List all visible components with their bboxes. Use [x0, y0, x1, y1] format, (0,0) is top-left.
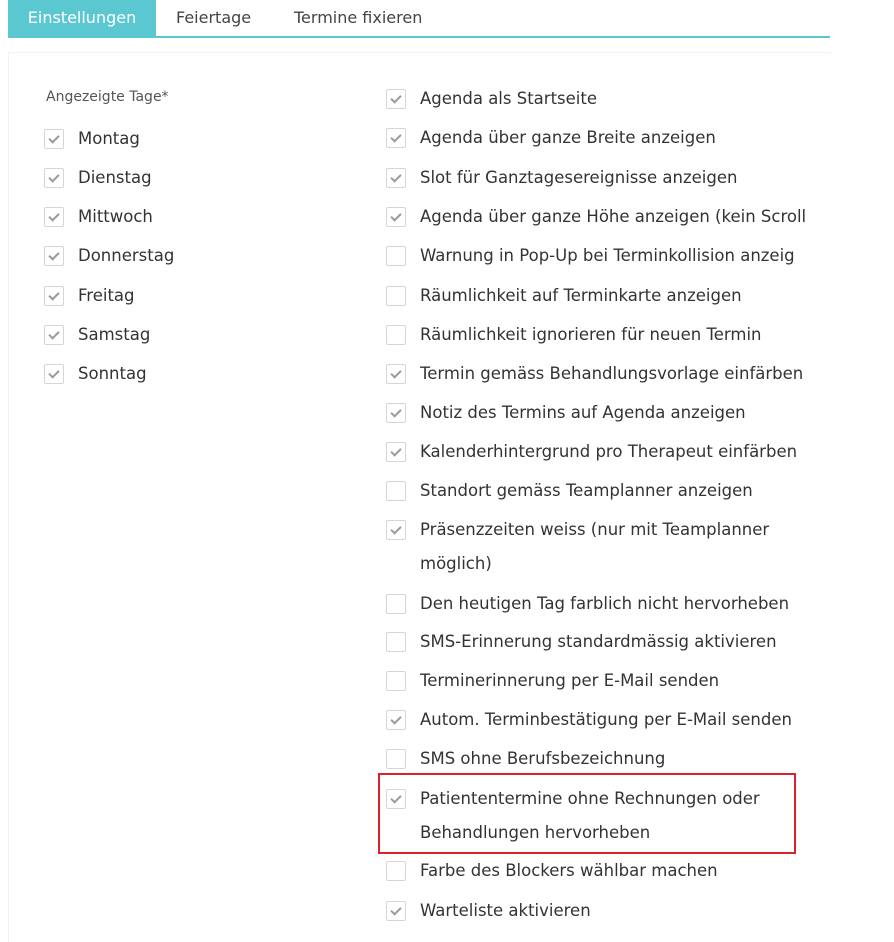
option-agenda-hoehe[interactable] [386, 206, 830, 234]
option-agenda-breite[interactable] [386, 127, 830, 155]
option-label: Präsenzzeiten weiss (nur mit Teamplanner möglich) [420, 520, 770, 573]
option-label: Agenda als Startseite [420, 89, 597, 108]
checkbox[interactable] [386, 520, 406, 540]
tab-termine-fixieren[interactable]: Termine fixieren [294, 8, 423, 27]
days-section-label: Angezeigte Tage* [46, 89, 169, 105]
checkbox[interactable] [44, 286, 64, 306]
option-warteliste[interactable] [386, 900, 830, 928]
checkbox[interactable] [44, 168, 64, 188]
option-label: Kalenderhintergrund pro Therapeut einfärben [420, 442, 798, 461]
checkbox[interactable] [386, 481, 406, 501]
option-heutiger-tag[interactable] [386, 593, 830, 621]
option-label: Termin gemäss Behandlungsvorlage einfärben [420, 364, 804, 383]
day-label: Sonntag [78, 364, 147, 383]
day-samstag[interactable] [44, 324, 344, 352]
day-label: Mittwoch [78, 207, 153, 226]
checkbox[interactable] [386, 442, 406, 462]
option-standort-teamplanner[interactable] [386, 480, 830, 508]
option-label: Standort gemäss Teamplanner anzeigen [420, 481, 753, 500]
checkbox[interactable] [386, 749, 406, 769]
option-label: Notiz des Termins auf Agenda anzeigen [420, 403, 746, 422]
option-praesenzzeiten-weiss[interactable] [386, 519, 830, 581]
day-label: Samstag [78, 325, 151, 344]
day-label: Freitag [78, 286, 135, 305]
checkbox[interactable] [386, 671, 406, 691]
option-label: Autom. Terminbestätigung per E-Mail senden [420, 710, 792, 729]
option-notiz-anzeigen[interactable] [386, 402, 830, 430]
day-montag[interactable] [44, 128, 344, 156]
option-agenda-startseite[interactable] [386, 88, 830, 116]
checkbox[interactable] [386, 286, 406, 306]
option-patiententermine-hervorheben[interactable] [386, 788, 830, 850]
day-mittwoch[interactable] [44, 206, 344, 234]
checkbox[interactable] [386, 89, 406, 109]
day-donnerstag[interactable] [44, 245, 344, 273]
option-label: Räumlichkeit auf Terminkarte anzeigen [420, 286, 742, 305]
day-label: Montag [78, 129, 140, 148]
option-label: Patiententermine ohne Rechnungen oder Behandlungen hervorheben [420, 789, 760, 842]
tab-feiertage[interactable]: Feiertage [176, 8, 252, 27]
tab-einstellungen[interactable]: Einstellungen [8, 0, 156, 36]
checkbox[interactable] [44, 207, 64, 227]
option-raeumlichkeit-ignorieren[interactable] [386, 324, 830, 352]
option-kalenderhintergrund[interactable] [386, 441, 830, 469]
option-label: Agenda über ganze Höhe anzeigen (kein Scroll [420, 207, 807, 226]
option-label: SMS-Erinnerung standardmässig aktivieren [420, 632, 777, 651]
option-label: Agenda über ganze Breite anzeigen [420, 128, 716, 147]
checkbox[interactable] [386, 168, 406, 188]
checkbox[interactable] [386, 246, 406, 266]
option-label: Terminerinnerung per E-Mail senden [420, 671, 720, 690]
checkbox[interactable] [386, 901, 406, 921]
option-label: Warnung in Pop-Up bei Terminkollision anzeig [420, 246, 795, 265]
option-raeumlichkeit-terminkarte[interactable] [386, 285, 830, 313]
checkbox[interactable] [386, 594, 406, 614]
day-freitag[interactable] [44, 285, 344, 313]
checkbox[interactable] [44, 325, 64, 345]
option-blocker-farbe[interactable] [386, 860, 830, 888]
option-ganztages-slot[interactable] [386, 167, 830, 195]
checkbox[interactable] [44, 129, 64, 149]
checkbox[interactable] [386, 632, 406, 652]
checkbox[interactable] [386, 789, 406, 809]
checkbox[interactable] [44, 364, 64, 384]
option-sms-erinnerung[interactable] [386, 631, 830, 659]
day-sonntag[interactable] [44, 363, 344, 391]
option-label: Räumlichkeit ignorieren für neuen Termin [420, 325, 762, 344]
checkbox[interactable] [386, 861, 406, 881]
option-label: Farbe des Blockers wählbar machen [420, 861, 718, 880]
tab-bar [8, 0, 830, 38]
option-behandlungsvorlage-einfaerben[interactable] [386, 363, 830, 391]
day-label: Dienstag [78, 168, 152, 187]
checkbox[interactable] [44, 246, 64, 266]
checkbox[interactable] [386, 403, 406, 423]
day-label: Donnerstag [78, 246, 175, 265]
option-label: Den heutigen Tag farblich nicht hervorheben [420, 594, 790, 613]
checkbox[interactable] [386, 710, 406, 730]
checkbox[interactable] [386, 364, 406, 384]
option-label: Warteliste aktivieren [420, 901, 591, 920]
option-sms-ohne-beruf[interactable] [386, 748, 830, 776]
option-label: Slot für Ganztagesereignisse anzeigen [420, 168, 738, 187]
checkbox[interactable] [386, 207, 406, 227]
option-label: SMS ohne Berufsbezeichnung [420, 749, 666, 768]
option-terminbestaetigung-email[interactable] [386, 709, 830, 737]
day-dienstag[interactable] [44, 167, 344, 195]
option-terminerinnerung-email[interactable] [386, 670, 830, 698]
checkbox[interactable] [386, 325, 406, 345]
option-terminkollision-warnung[interactable] [386, 245, 830, 273]
checkbox[interactable] [386, 128, 406, 148]
